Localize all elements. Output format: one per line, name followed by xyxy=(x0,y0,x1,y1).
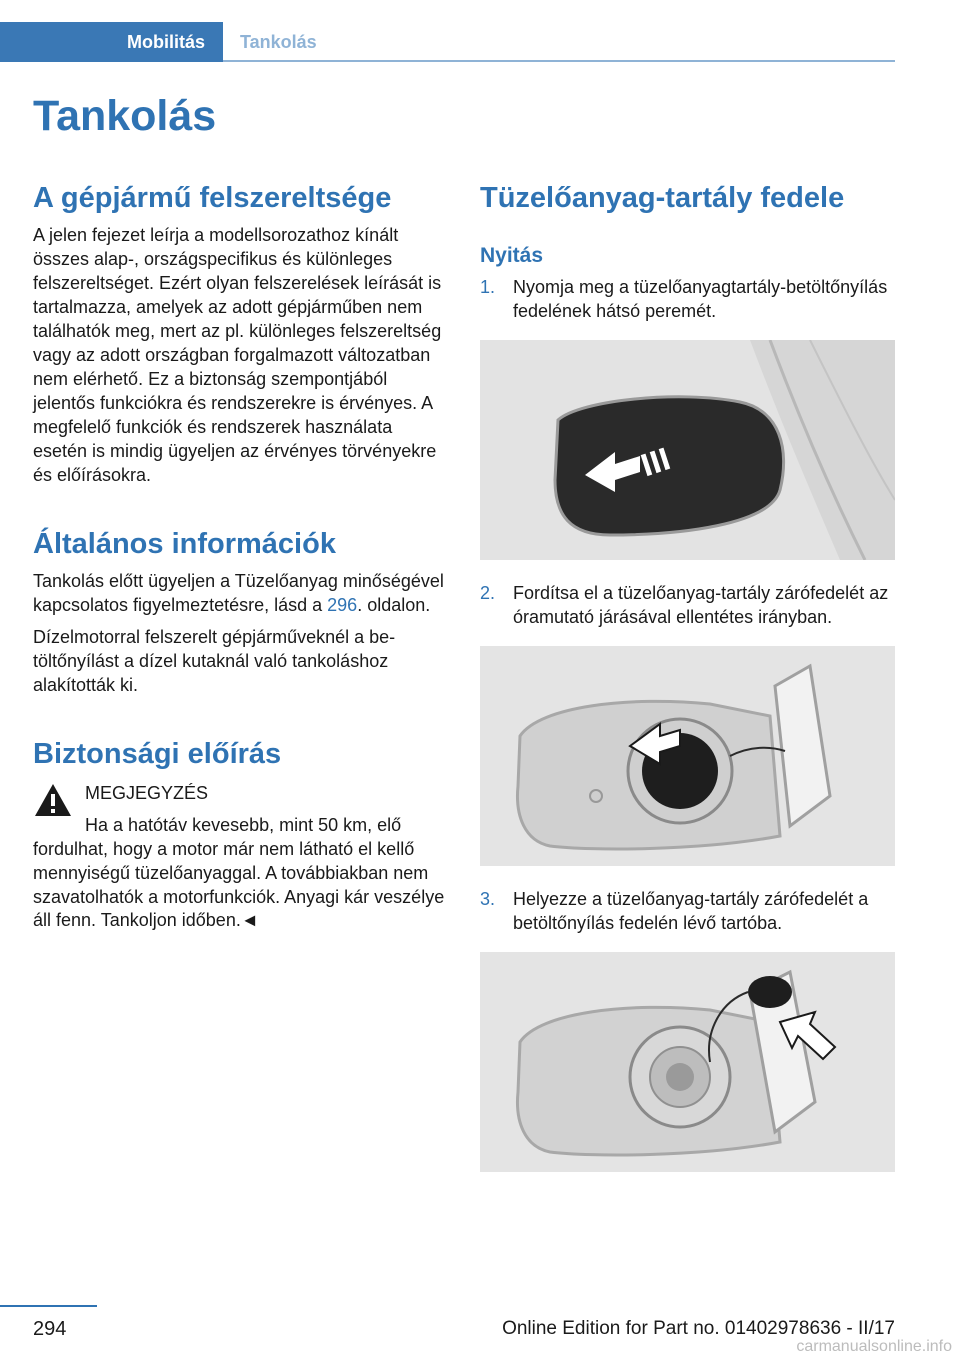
edition-note: Online Edition for Part no. 01402978636 - II/17 xyxy=(502,1318,895,1339)
warning-text: fordulhat, hogy a motor már nem látható el kellő mennyiségű tüzelőanyaggal. A továbbiakban nem szavatolhatók a motorfunkciók. Anyagi kár veszélye áll fenn. Tankoljon időben.◄ xyxy=(33,838,445,931)
step-1-text: Nyomja meg a tüzelőanyagtartály-betöltőnyílás fedelének hátsó peremét. xyxy=(513,277,888,322)
left-column xyxy=(33,180,448,933)
section-title-safety: Biztonsági előírás xyxy=(33,737,282,770)
footer-rule xyxy=(0,1305,97,1307)
warning-triangle-icon xyxy=(33,782,73,818)
general-info-paragraph-1 xyxy=(33,570,448,618)
step-3-text: Helyezze a tüzelőanyag-tartály zárófedelét a betöltőnyílás fedelén lévő tartóba. xyxy=(513,889,869,933)
watermark: carmanualsonline.info xyxy=(796,1338,952,1355)
step-2-text: Fordítsa el a tüzelőanyag-tartály zárófedelét az óramutató járásával ellentétes irányban. xyxy=(513,583,889,628)
step-2 xyxy=(480,582,895,866)
step-1-number: 1. xyxy=(480,277,496,298)
tab-tankolas-label: Tankolás xyxy=(240,31,317,52)
step-1 xyxy=(480,276,895,560)
section-safety xyxy=(33,736,448,934)
page-link-296[interactable]: 296 xyxy=(327,594,358,615)
photo-cap-turning xyxy=(480,646,895,866)
section-title-equipment: A gépjármű felszereltsége xyxy=(33,182,392,214)
page-title: Tankolás xyxy=(33,92,217,140)
steps-list xyxy=(480,276,895,1172)
photo-cap-in-holder xyxy=(480,952,895,1172)
section-title-fuel-cap: Tüzelőanyag-tartály fedele xyxy=(480,182,845,214)
warning-box xyxy=(33,782,448,934)
tab-mobilitas[interactable] xyxy=(0,22,223,62)
chapter-header xyxy=(0,22,895,62)
right-column xyxy=(480,180,895,1172)
page-number: 294 xyxy=(33,1318,67,1340)
warning-label: MEGJEGYZÉS xyxy=(85,782,209,803)
warning-first-line: Ha a hatótáv kevesebb, mint 50 km, elő xyxy=(85,814,402,835)
photo-fuel-flap-closed xyxy=(480,340,895,560)
general-info-paragraph-2: Dízelmotorral felszerelt gépjárműveknél a betöltőnyílást a dízel kutaknál való tankoláshoz alakították ki. xyxy=(33,626,396,695)
section-title-general-info: Általános információk xyxy=(33,527,336,560)
step-3-number: 3. xyxy=(480,889,496,909)
subsection-title-opening: Nyitás xyxy=(480,244,544,268)
header-rule xyxy=(223,60,895,62)
tab-tankolas[interactable] xyxy=(240,22,317,62)
step-3 xyxy=(480,888,895,1172)
equipment-paragraph: A jelen fejezet leírja a modellsorozathoz kínált összes alap-, országspecifikus és különleges felszereltséget. Ezért olyan felszerelések leírását is tartalmazza, amelyek az adott gépjárműben nem találhatók meg, mert az pl. különleges felszereltség vagy az adott országban forgalmazott változatban nem elérhető. Ez a biztonság szempontjából jelentős funkciókra és rendszerekre is érvényes. A megfelelő funkciók és rendszerek használata esetén is mindig ügyeljen az érvényes törvényekre és előírásokra. xyxy=(33,225,442,485)
tab-mobilitas-label: Mobilitás xyxy=(126,31,205,52)
section-general-info xyxy=(33,526,448,698)
step-2-number: 2. xyxy=(480,583,496,604)
general-info-text-before: Tankolás előtt ügyeljen a Tüzelőanyag minőségével kapcsolatos figyelmeztetésre, lásd a xyxy=(33,570,444,615)
general-info-text-after: . oldalon. xyxy=(357,594,431,615)
